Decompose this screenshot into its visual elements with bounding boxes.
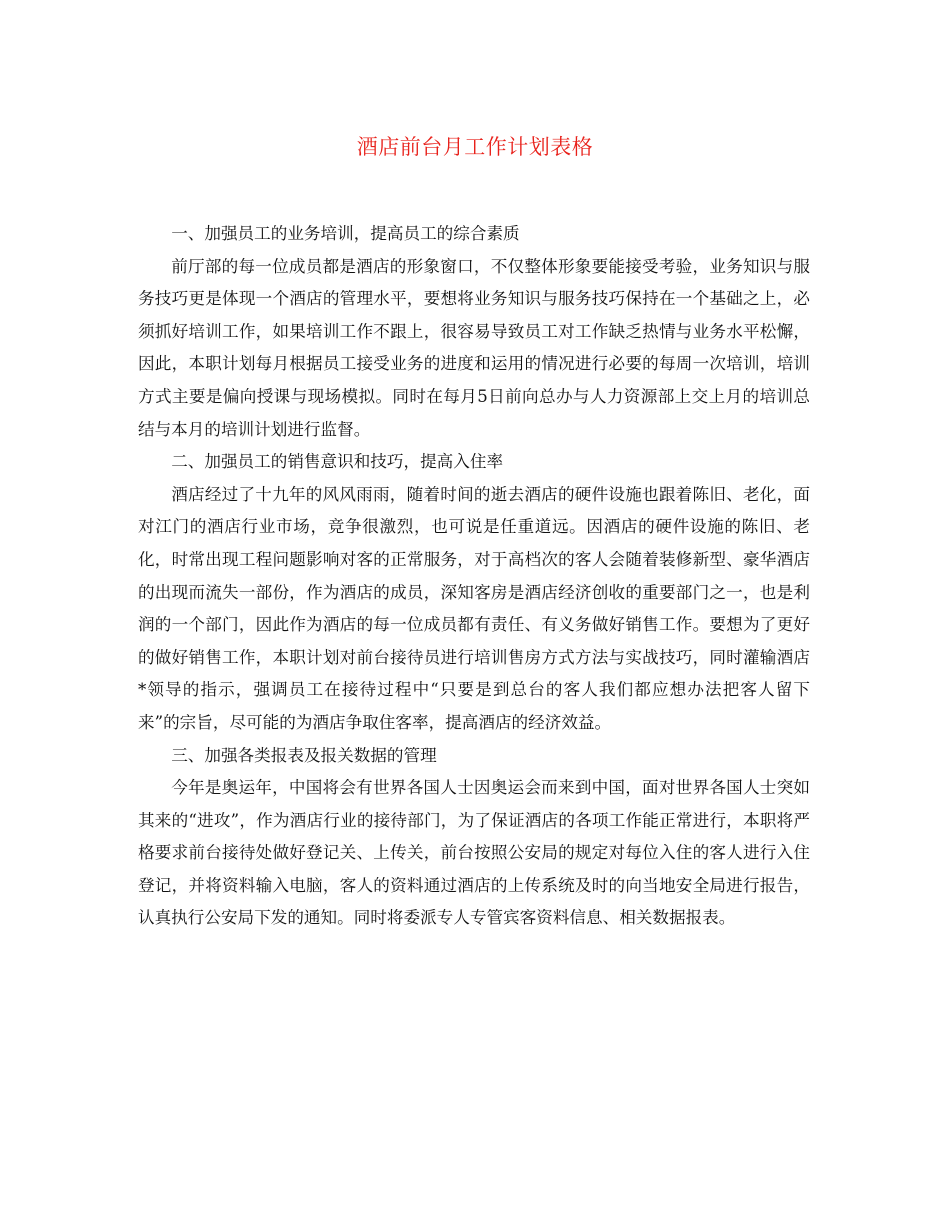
section-body-3: 今年是奥运年，中国将会有世界各国人士因奥运会而来到中国，面对世界各国人士突如其来的“进攻”，作为酒店行业的接待部门，为了保证酒店的各项工作能正常进行，本职将严格要求前台接待处做好登记关、上传关，前台按照公安局的规定对每位入住的客人进行入住登记，并将资料输入电脑，客人的资料通过酒店的上传系统及时的向当地安全局进行报告，认真执行公安局下发的通知。同时将委派专人专管宾客资料信息、相关数据报表。 — [138, 778, 810, 928]
section-heading-2: 二、加强员工的销售意识和技巧，提高入住率 — [171, 452, 504, 472]
section-body-1: 前厅部的每一位成员都是酒店的形象窗口，不仅整体形象要能接受考验，业务知识与服务技巧更是体现一个酒店的管理水平，要想将业务知识与服务技巧保持在一个基础之上，必须抓好培训工作，如果培训工作不跟上，很容易导致员工对工作缺乏热情与业务水平松懈，因此，本职计划每月根据员工接受业务的进度和运用的情况进行必要的每周一次培训，培训方式主要是偏向授课与现场模拟。同时在每月5日前向总办与人力资源部上交上月的培训总结与本月的培训计划进行监督。 — [138, 256, 810, 439]
document-body — [138, 218, 810, 935]
section-body-2: 酒店经过了十九年的风风雨雨，随着时间的逝去酒店的硬件设施也跟着陈旧、老化，面对江门的酒店行业市场，竞争很激烈，也可说是任重道远。因酒店的硬件设施的陈旧、老化，时常出现工程问题影响对客的正常服务，对于高档次的客人会随着装修新型、豪华酒店的出现而流失一部份，作为酒店的成员，深知客房是酒店经济创收的重要部门之一，也是利润的一个部门，因此作为酒店的每一位成员都有责任、有义务做好销售工作。要想为了更好的做好销售工作，本职计划对前台接待员进行培训售房方式方法与实战技巧，同时灌输酒店*领导的指示，强调员工在接待过程中“只要是到总台的客人我们都应想办法把客人留下来”的宗旨，尽可能的为酒店争取住客率，提高酒店的经济效益。 — [138, 484, 810, 732]
section-heading-1: 一、加强员工的业务培训，提高员工的综合素质 — [171, 224, 520, 243]
section-heading-3: 三、加强各类报表及报关数据的管理 — [171, 745, 437, 765]
document-title: 酒店前台月工作计划表格 — [356, 135, 594, 159]
